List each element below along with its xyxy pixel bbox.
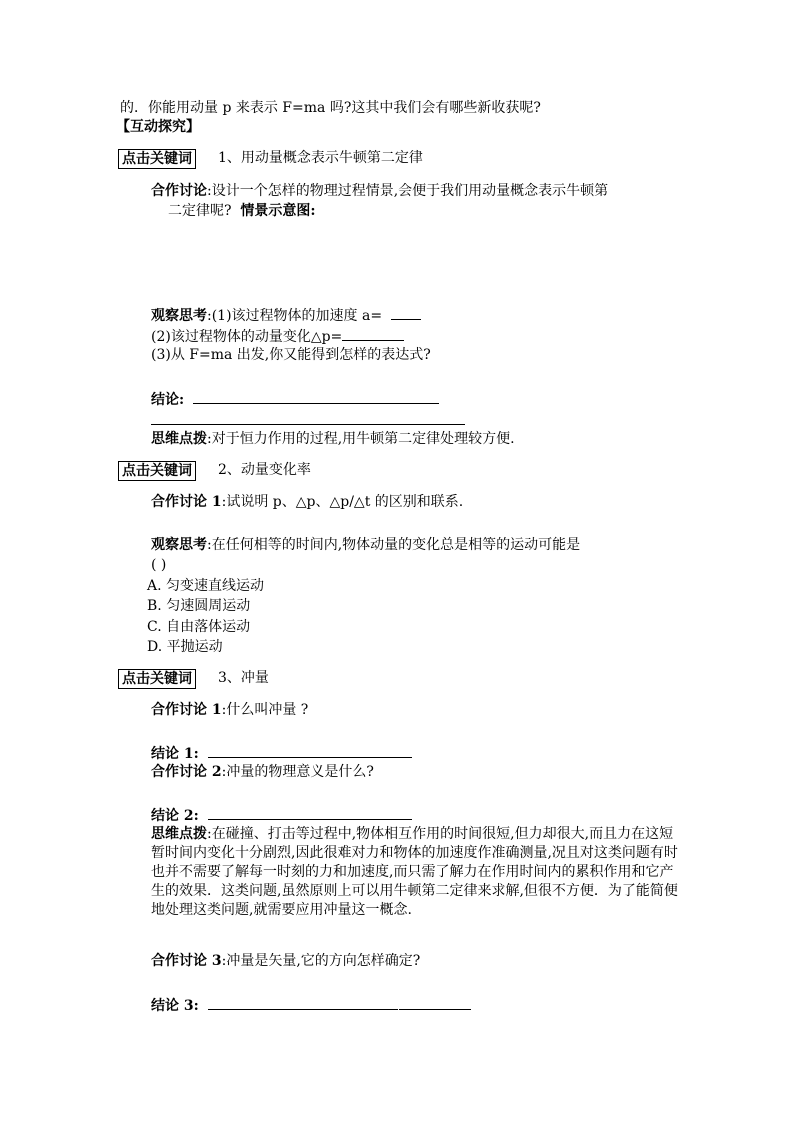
section1-observe [151,305,421,325]
s3-c2-blank [208,805,412,820]
observe-q2: (2)该过程物体的动量变化△p= [151,329,343,345]
section3-conclusion2: 结论 2: [151,805,412,825]
blank-momentum-change [342,326,404,341]
s3-tip-label: 思维点拨 [151,826,207,842]
section3-tip [151,825,681,920]
conclusion-blank-2 [151,424,465,425]
conclusion-label: 结论 [151,392,179,408]
keyword-box-1: 点击关键词 [118,149,196,169]
intro-line: 的．你能用动量 p 来表示 F=ma 吗?这其中我们会有哪些新收获呢? [120,100,541,116]
section2-title: 2、动量变化率 [218,462,311,478]
observe-label: 观察思考 [151,308,207,324]
option-c: C. 自由落体运动 [147,619,251,635]
observe-q3: (3)从 F=ma 出发,你又能得到怎样的表达式? [151,347,431,363]
section1-observe-q2 [151,326,404,346]
s3-c2-label: 结论 2 [151,808,194,824]
tip-label: 思维点拨 [151,431,207,447]
answer-paren: ( ) [151,557,167,573]
coop-text: :设计一个怎样的物理过程情景,会便于我们用动量概念表示牛顿第 [207,183,609,199]
blank-acceleration [391,305,421,320]
s3-coop1-text: :什么叫冲量 ? [221,702,309,718]
s3-c3-label: 结论 3 [151,998,194,1014]
conclusion-colon: : [179,392,185,408]
section1-tip [151,430,515,448]
s3-coop3-text: :冲量是矢量,它的方向怎样确定? [221,953,421,969]
section1-title: 1、用动量概念表示牛顿第二定律 [218,150,423,166]
section3-coop1 [151,701,308,719]
s3-c3-blank-a [208,995,398,1010]
conclusion-blank-1 [193,389,439,404]
section2-observe [151,536,580,554]
s3-c1-blank [208,743,412,758]
observe-q1: :(1)该过程物体的加速度 a= [207,308,383,324]
section1-conclusion [151,389,439,409]
coop1-text: :试说明 p、△p、△p/△t 的区别和联系. [221,494,464,510]
tip-text: :对于恒力作用的过程,用牛顿第二定律处理较方便. [207,431,515,447]
s3-tip-text: :在碰撞、打击等过程中,物体相互作用的时间很短,但力却很大,而且力在这短暂时间内变化十分剧烈,因此很难对力和物体的加速度作准确测量,况且对这类问题有时也并不需要了解每一时刻的力和加速度,而只需了解力在作用时间内的累积作用和它产生的效果．这类问题,虽然原则上可以用牛顿第二定律来求解,但很不方便．为了能简便地处理这类问题,就需要应用冲量这一概念. [151,826,678,918]
s3-coop2-text: :冲量的物理意义是什么? [221,764,374,780]
s3-c1-label: 结论 1 [151,746,194,762]
option-a: A. 匀变速直线运动 [147,578,265,594]
section2-coop [151,493,463,511]
coop-text-cont: 二定律呢? [168,203,232,219]
section1-coop [151,182,608,200]
section3-title: 3、冲量 [218,670,269,686]
section3-conclusion1: 结论 1: [151,743,412,763]
keyword-box-2: 点击关键词 [118,461,196,481]
option-d: D. 平抛运动 [147,639,223,655]
section3-coop2 [151,763,374,781]
s3-c3-blank-b [399,995,471,1010]
s3-coop1-label: 合作讨论 1 [151,702,222,718]
observe2-label: 观察思考 [151,537,207,553]
section3-conclusion3: 结论 3: [151,995,471,1015]
observe2-text: :在任何相等的时间内,物体动量的变化总是相等的运动可能是 [207,537,581,553]
option-b: B. 匀速圆周运动 [147,598,251,614]
s3-coop3-label: 合作讨论 3 [151,953,222,969]
section1-coop-cont [168,202,316,220]
section3-coop3 [151,952,420,970]
coop-label: 合作讨论 [151,183,207,199]
diagram-label: 情景示意图: [240,203,316,219]
s3-coop2-label: 合作讨论 2 [151,764,222,780]
interactive-heading: 【互动探究】 [116,119,200,135]
keyword-box-3: 点击关键词 [118,669,196,689]
coop1-label: 合作讨论 1 [151,494,222,510]
